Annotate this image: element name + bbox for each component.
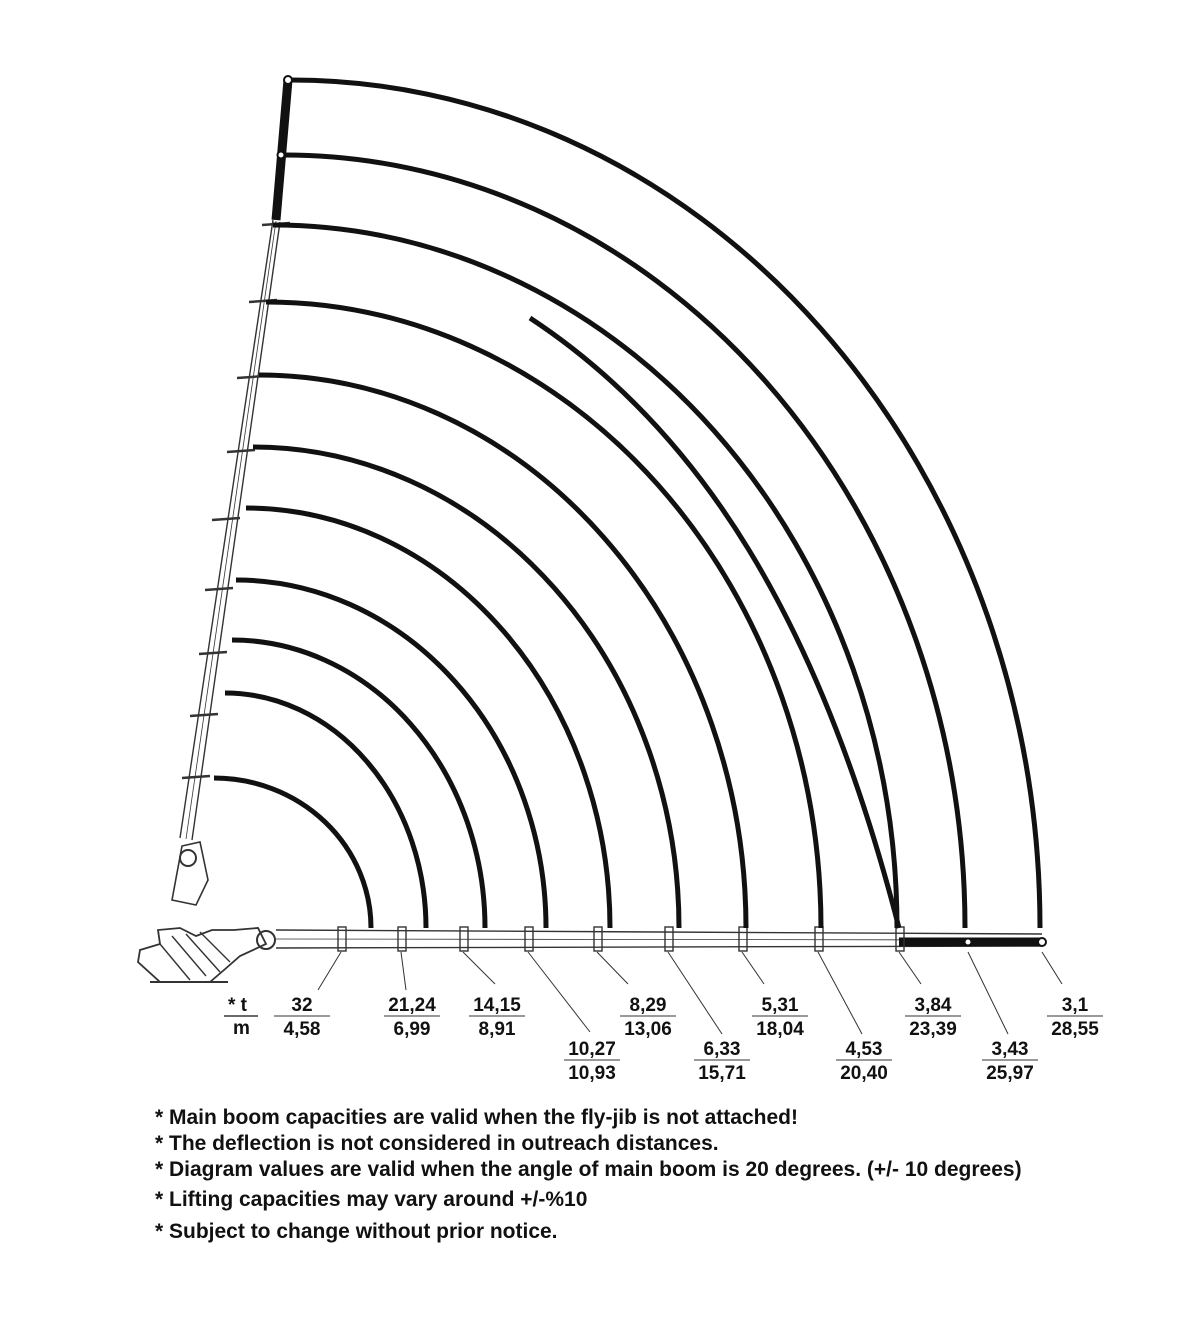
leader-line <box>1042 952 1062 984</box>
reach-arc-10-93 <box>236 580 546 928</box>
boom-collar <box>190 714 218 716</box>
boom-rail-mid <box>186 221 276 839</box>
horizontal-boom <box>276 927 1046 951</box>
reach-arc-13-06 <box>246 508 610 928</box>
jib-joint <box>278 152 285 159</box>
boom-collar <box>182 776 210 778</box>
boom-collar <box>199 652 227 654</box>
outreach-value: 13,06 <box>624 1019 672 1040</box>
capacity-value: 3,43 <box>991 1039 1029 1060</box>
outreach-value: 15,71 <box>698 1063 746 1084</box>
outreach-value: 23,39 <box>909 1019 957 1040</box>
leader-line <box>463 952 495 984</box>
outreach-value: 6,99 <box>393 1019 431 1040</box>
unit-legend <box>224 995 258 1039</box>
capacity-labels <box>274 995 1103 1084</box>
note-deflection: * The deflection is not considered in outreach distances. <box>155 1132 719 1155</box>
boom-collar <box>212 518 240 520</box>
boom-pivot <box>180 850 196 866</box>
reach-arc-4-58 <box>214 778 371 928</box>
outreach-value: 28,55 <box>1051 1019 1099 1040</box>
note-capacity-var: * Lifting capacities may vary around +/-%10 <box>155 1188 588 1211</box>
hboom-top-rail <box>276 930 1042 934</box>
outreach-value: 18,04 <box>756 1019 804 1040</box>
lift-cylinder <box>172 842 208 905</box>
reach-arc-8-91 <box>232 640 485 928</box>
capacity-value: 4,53 <box>845 1039 883 1060</box>
capacity-value: 21,24 <box>388 995 436 1016</box>
boom-collar <box>227 450 255 452</box>
hboom-collar <box>815 927 823 951</box>
capacity-unit-label: * t <box>228 995 247 1016</box>
leader-line <box>818 952 862 1034</box>
reach-arcs <box>214 80 1040 928</box>
leader-line <box>318 952 341 990</box>
leader-line <box>597 952 628 984</box>
leader-line <box>528 952 590 1032</box>
outreach-value: 25,97 <box>986 1063 1034 1084</box>
note-fly-jib: * Main boom capacities are valid when the fly-jib is not attached! <box>155 1106 798 1129</box>
hboom-tip <box>1038 938 1046 946</box>
outreach-value: 10,93 <box>568 1063 616 1084</box>
leader-line <box>968 952 1008 1034</box>
capacity-value: 3,1 <box>1061 995 1089 1016</box>
capacity-value: 8,29 <box>629 995 667 1016</box>
crane-base <box>138 928 275 982</box>
capacity-value: 3,84 <box>914 995 952 1016</box>
base-frame <box>138 928 266 982</box>
boom-rail-left <box>180 220 273 838</box>
leader-line <box>668 952 722 1034</box>
reach-arc-15-71 <box>253 447 679 928</box>
fly-jib-section <box>276 80 288 220</box>
capacity-value: 14,15 <box>473 995 521 1016</box>
capacity-value: 10,27 <box>568 1039 616 1060</box>
note-subject-change: * Subject to change without prior notice. <box>155 1220 558 1243</box>
capacity-value: 32 <box>291 995 313 1016</box>
capacity-value: 5,31 <box>761 995 799 1016</box>
distance-unit-label: m <box>233 1018 250 1039</box>
leader-line <box>742 952 764 984</box>
boom-rail-right <box>192 222 280 840</box>
hboom-jib-joint <box>965 939 972 946</box>
leader-line <box>401 952 406 990</box>
outreach-value: 8,91 <box>478 1019 516 1040</box>
boom-tip <box>284 76 292 84</box>
outreach-value: 4,58 <box>283 1019 321 1040</box>
note-boom-angle: * Diagram values are valid when the angle of main boom is 20 degrees. (+/- 10 degrees) <box>155 1158 1022 1181</box>
leader-line <box>899 952 921 984</box>
outreach-value: 20,40 <box>840 1063 888 1084</box>
reach-arc-23-39 <box>273 225 897 928</box>
capacity-value: 6,33 <box>703 1039 741 1060</box>
slew-ring <box>257 931 275 949</box>
boom-collar <box>205 588 233 590</box>
reach-arc-6-99 <box>225 693 426 928</box>
